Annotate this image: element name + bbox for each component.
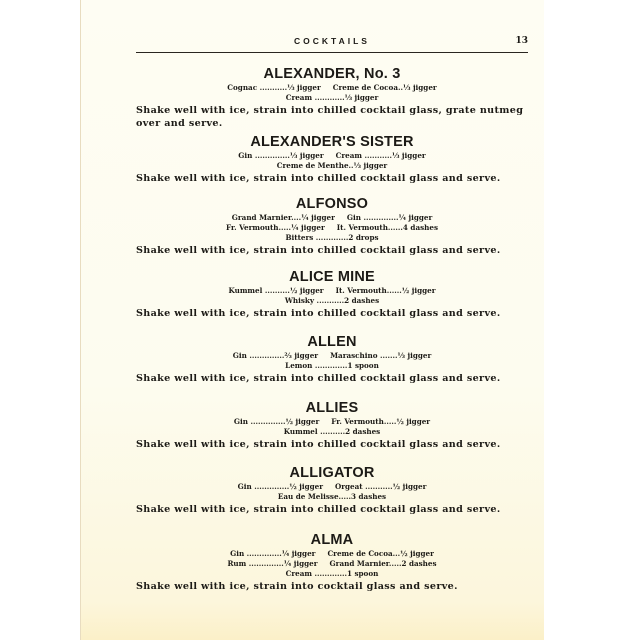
ingredient: Eau de Melisse.....3 dashes (277, 492, 387, 501)
recipe-title: ALMA (310, 532, 354, 548)
ingredient-row (136, 361, 528, 371)
ingredient: Cream ............⅓ jigger (285, 93, 379, 102)
ingredient: Whisky ...........2 dashes (284, 296, 380, 305)
ingredient: Fr. Vermouth.....¼ jigger (225, 223, 325, 232)
page-number: 13 (515, 36, 528, 46)
recipe-title: ALICE MINE (289, 269, 375, 285)
ingredient: Creme de Cocoa...½ jigger (327, 549, 434, 558)
recipe-title: ALLEN (307, 334, 357, 350)
recipe-alfonso (136, 195, 528, 257)
recipe-title: ALLIES (305, 400, 359, 416)
recipe-alexanders-sister (136, 133, 528, 185)
ingredient: Grand Marnier.....2 dashes (329, 559, 437, 568)
ingredient-row (136, 559, 528, 569)
ingredient-row (136, 492, 528, 502)
ingredient-row (136, 417, 528, 427)
header-rule (136, 52, 528, 53)
recipe-instructions: Shake well with ice, strain into chilled cocktail glass and serve. (136, 245, 501, 256)
ingredient: Gin ..............½ jigger (233, 417, 320, 426)
ingredient: Creme de Cocoa..⅓ jigger (332, 83, 437, 92)
ingredient-row (136, 549, 528, 559)
ingredient-row (136, 223, 528, 233)
ingredient: Cream ...........⅓ jigger (335, 151, 426, 160)
ingredient: Gin ..............½ jigger (237, 482, 323, 491)
ingredient-row (136, 83, 528, 93)
ingredient: Gin ..............¼ jigger (346, 213, 433, 222)
recipe-allies (136, 399, 528, 451)
ingredient: Kummel ..........½ jigger (228, 286, 324, 295)
recipe-instructions: Shake well with ice, strain into chilled cocktail glass and serve. (136, 173, 501, 184)
recipe-alexander-no-3 (136, 65, 528, 130)
ingredient: Cream .............1 spoon (285, 569, 379, 578)
ingredient: Maraschino .......⅓ jigger (330, 351, 432, 360)
recipe-title: ALLIGATOR (289, 465, 375, 481)
book-page (80, 0, 544, 640)
ingredient-row (136, 213, 528, 223)
ingredient-row (136, 296, 528, 306)
ingredient-row (136, 482, 528, 492)
ingredient-row (136, 161, 528, 171)
recipe-instructions: Shake well with ice, strain into chilled cocktail glass and serve. (136, 439, 501, 450)
ingredient: Creme de Menthe..⅓ jigger (276, 161, 388, 170)
ingredient-row (136, 151, 528, 161)
ingredient: Bitters .............2 drops (285, 233, 379, 242)
ingredient: Gin ..............¼ jigger (230, 549, 316, 558)
ingredient: It. Vermouth......4 dashes (336, 223, 439, 232)
recipe-instructions: Shake well with ice, strain into chilled cocktail glass and serve. (136, 504, 501, 515)
recipe-instructions: Shake well with ice, strain into chilled cocktail glass, grate nutmeg over and serve. (136, 105, 524, 129)
recipe-alice-mine (136, 268, 528, 320)
recipe-instructions: Shake well with ice, strain into cocktail glass and serve. (136, 581, 458, 592)
recipe-instructions: Shake well with ice, strain into chilled cocktail glass and serve. (136, 308, 501, 319)
ingredient-row (136, 233, 528, 243)
ingredient-row (136, 93, 528, 103)
ingredient-row (136, 569, 528, 579)
recipe-allen (136, 333, 528, 385)
ingredient-row (136, 286, 528, 296)
ingredient-row (136, 427, 528, 437)
ingredient: Cognac ...........⅓ jigger (227, 83, 321, 92)
ingredient: Rum ..............¼ jigger (227, 559, 318, 568)
ingredient: Grand Marnier....¼ jigger (231, 213, 335, 222)
recipe-alma (136, 531, 528, 593)
ingredient: It. Vermouth......½ jigger (335, 286, 436, 295)
recipe-title: ALEXANDER'S SISTER (250, 134, 414, 150)
recipe-instructions: Shake well with ice, strain into chilled cocktail glass and serve. (136, 373, 501, 384)
recipe-alligator (136, 464, 528, 516)
running-title: COCKTAILS (294, 36, 370, 46)
ingredient-row (136, 351, 528, 361)
recipe-title: ALEXANDER, No. 3 (263, 66, 401, 82)
ingredient: Fr. Vermouth.....½ jigger (331, 417, 431, 426)
ingredient: Orgeat ...........½ jigger (334, 482, 427, 491)
ingredient: Gin ..............⅔ jigger (232, 351, 319, 360)
ingredient: Lemon .............1 spoon (285, 361, 379, 370)
ingredient: Kummel ..........2 dashes (283, 427, 381, 436)
page-header (136, 36, 528, 52)
ingredient: Gin ..............⅓ jigger (238, 151, 324, 160)
recipe-title: ALFONSO (295, 196, 369, 212)
